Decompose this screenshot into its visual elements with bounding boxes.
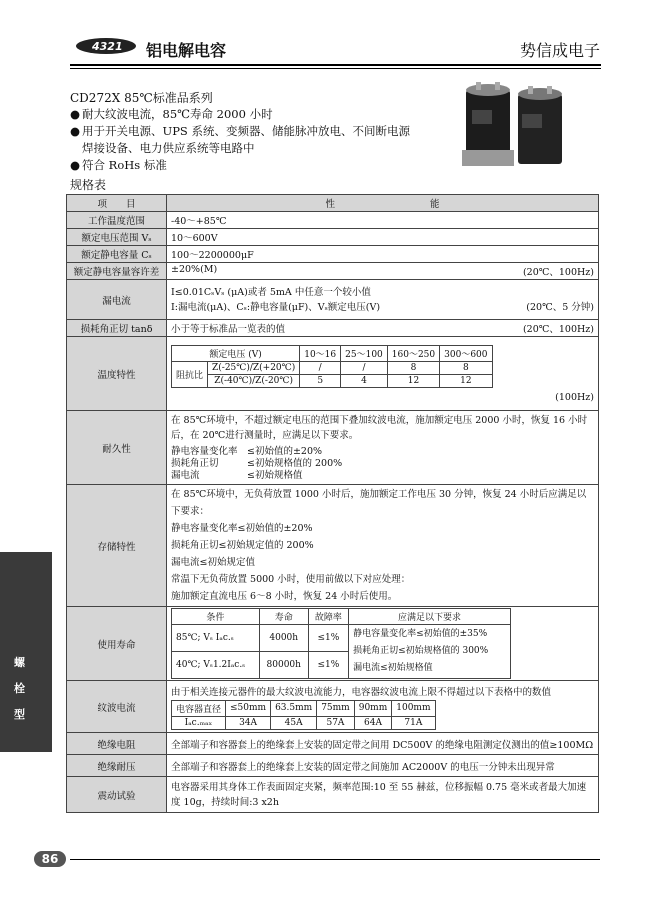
vib-label: 震动试验 xyxy=(67,777,167,813)
header-rule-thin xyxy=(70,68,601,69)
side-tab: 螺 栓 型 xyxy=(0,552,52,752)
withstand-label: 绝缘耐压 xyxy=(67,755,167,777)
vib-value: 电容器采用其身体工作表面固定夹紧，频率范围:10 至 55 赫兹，位移振幅 0.75 毫米或者最大加速度 10g，持续时间:3 x2h xyxy=(167,777,599,813)
temp-value: -40～+85℃ xyxy=(167,212,599,229)
tan-label: 损耗角正切 tanδ xyxy=(67,320,167,337)
leak-value: I≤0.01CₛVₛ (μA)或者 5mA 中任意一个较小值 I:漏电流(μA)、Cₛ:静电容量(μF)、Vₛ额定电压(V) (20℃、5 分钟) xyxy=(167,280,599,320)
ripple-label: 纹波电流 xyxy=(67,681,167,733)
company-name: 势信成电子 xyxy=(519,41,600,60)
spec-table xyxy=(66,194,599,813)
header-rule xyxy=(70,64,601,66)
tol-label: 额定静电容量容许差 xyxy=(67,263,167,280)
tempchar-subtable: 额定电压 (V) 10～16 25～100 160～250 300～600 阻抗比 Z(-25℃)/Z(+20℃) / / 8 8 Z(-40℃)/Z(-20℃) 5 4 12 12 xyxy=(171,345,493,388)
tempchar-value: 额定电压 (V) 10～16 25～100 160～250 300～600 阻抗比 Z(-25℃)/Z(+20℃) / / 8 8 Z(-40℃)/Z(-20℃) 5 4 12 12 (100Hz) xyxy=(167,337,599,411)
product-title: CD272X 85℃标准品系列 xyxy=(70,91,213,105)
ripple-subtable: 电容器直径 ≤50mm 63.5mm 75mm 90mm 100mm Iₐc.ₘₐₓ 34A 45A 57A 64A 71A xyxy=(171,700,436,730)
life-subtable: 条件 寿命 故障率 应满足以下要求 85℃; Vₛ Iₐc.ₛ 4000h ≤1% 静电容量变化率≤初始值的±35% 损耗角正切≤初始规格值的 300% 漏电流≤初始规格值 40℃; Vₛ1.2Iₐc.ₛ 80000h ≤1% xyxy=(171,608,511,679)
feature-item: 焊接设备、电力供应系统等电路中 xyxy=(82,141,255,155)
feature-item: ● 用于开关电源、UPS 系统、变频器、储能脉冲放电、不间断电源 xyxy=(70,124,410,138)
store-label: 存储特性 xyxy=(67,485,167,607)
cap-label: 额定静电容量 Cₛ xyxy=(67,246,167,263)
head-item: 项 目 xyxy=(67,195,167,212)
tempchar-label: 温度特性 xyxy=(67,337,167,411)
volt-label: 额定电压范围 Vₛ xyxy=(67,229,167,246)
cap-value: 100～2200000μF xyxy=(167,246,599,263)
capacitor-photo xyxy=(458,80,573,180)
dur-value: 在 85℃环境中，不超过额定电压的范围下叠加纹波电流，施加额定电压 2000 小时，恢复 16 小时后，在 20℃进行测量时，应满足以下要求。 静电容量变化率 ≤初始值的±20% 损耗角正切 ≤初始规格值的 200% 漏电流 ≤初始规格值 xyxy=(167,411,599,485)
spec-title: 规格表 xyxy=(70,178,107,192)
ins-value: 全部端子和容器套上的绝缘套上安装的固定带之间用 DC500V 的绝缘电阻测定仪测出的值≥100MΩ xyxy=(167,733,599,755)
ins-label: 绝缘电阻 xyxy=(67,733,167,755)
footer-rule xyxy=(70,859,600,860)
tan-value: 小于等于标准品一览表的值 (20℃、100Hz) xyxy=(167,320,599,337)
brand-logo-icon xyxy=(76,36,144,56)
feature-item: ● 符合 RoHs 标准 xyxy=(70,158,167,172)
dur-label: 耐久性 xyxy=(67,411,167,485)
svg-text:4321: 4321 xyxy=(92,40,123,53)
temp-label: 工作温度范围 xyxy=(67,212,167,229)
store-value: 在 85℃环境中，无负荷放置 1000 小时后，施加额定工作电压 30 分钟，恢复 24 小时后应满足以下要求： 静电容量变化率≤初始值的±20% 损耗角正切≤初始规定值的 200% 漏电流≤初始规定值 常温下无负荷放置 5000 小时，使用前做以下对应处理： 施加额定直流电压 6～8 小时，恢复 24 小时后使用。 xyxy=(167,485,599,607)
tol-value: ±20%(M) (20℃、100Hz) xyxy=(167,263,599,280)
life-value xyxy=(167,607,599,681)
page-number: 86 xyxy=(34,851,66,867)
volt-value: 10～600V xyxy=(167,229,599,246)
ripple-value: 由于相关连接元器件的最大纹波电流能力，电容器纹波电流上限不得超过以下表格中的数值 电容器直径 ≤50mm 63.5mm 75mm 90mm 100mm Iₐc.ₘₐₓ 34A 45A 57A 64A 71A xyxy=(167,681,599,733)
feature-item: ● 耐大纹波电流，85℃寿命 2000 小时 xyxy=(70,107,273,121)
brand-name: 铝电解电容 xyxy=(146,41,227,60)
withstand-value: 全部端子和容器套上的绝缘套上安装的固定带之间施加 AC2000V 的电压一分钟未出现异常 xyxy=(167,755,599,777)
life-label: 使用寿命 xyxy=(67,607,167,681)
head-perf: 性 能 xyxy=(167,195,599,212)
leak-label: 漏电流 xyxy=(67,280,167,320)
